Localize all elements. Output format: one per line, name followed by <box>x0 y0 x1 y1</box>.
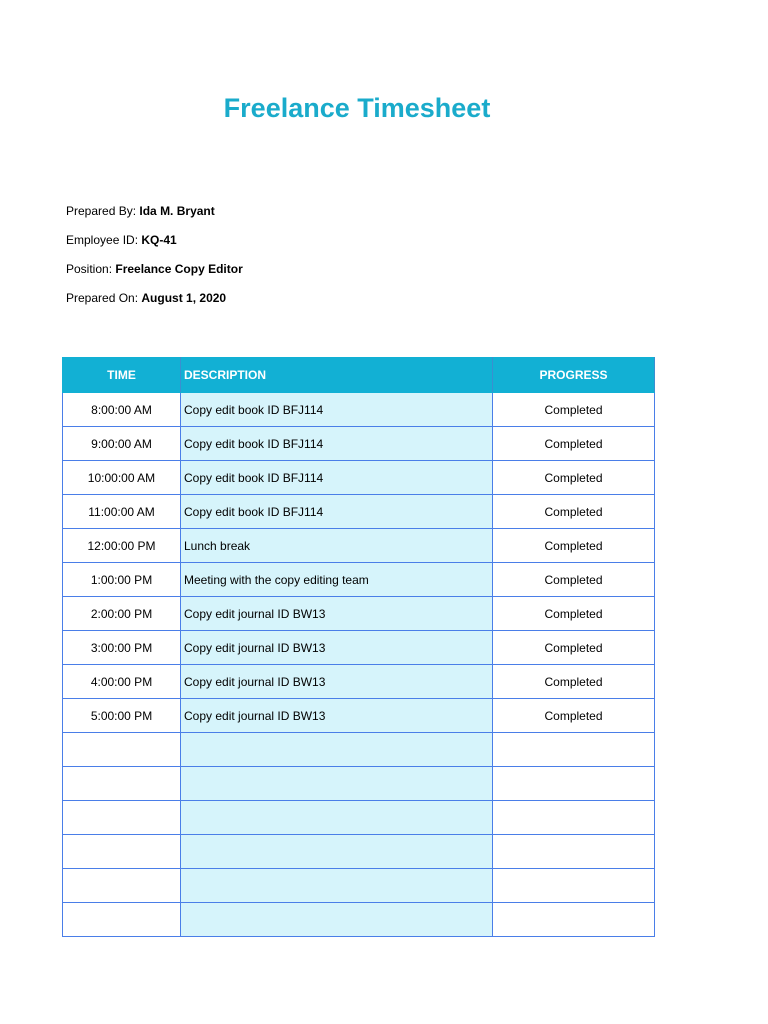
time-cell <box>63 801 181 835</box>
description-cell: Copy edit book ID BFJ114 <box>181 427 493 461</box>
description-cell <box>181 835 493 869</box>
time-cell: 9:00:00 AM <box>63 427 181 461</box>
progress-cell: Completed <box>493 699 655 733</box>
time-cell: 1:00:00 PM <box>63 563 181 597</box>
description-cell: Copy edit journal ID BW13 <box>181 699 493 733</box>
description-cell: Copy edit book ID BFJ114 <box>181 495 493 529</box>
description-cell: Copy edit journal ID BW13 <box>181 665 493 699</box>
time-cell <box>63 903 181 937</box>
timesheet-info <box>66 197 243 313</box>
table-row <box>63 631 655 665</box>
description-cell: Lunch break <box>181 529 493 563</box>
time-cell <box>63 869 181 903</box>
time-cell: 3:00:00 PM <box>63 631 181 665</box>
progress-cell: Completed <box>493 631 655 665</box>
time-cell: 12:00:00 PM <box>63 529 181 563</box>
table-row <box>63 903 655 937</box>
prepared-by-row <box>66 197 243 226</box>
table-row <box>63 529 655 563</box>
prepared-by-label: Prepared By: <box>66 204 137 218</box>
time-cell: 8:00:00 AM <box>63 393 181 427</box>
table-body <box>63 393 655 937</box>
time-cell: 2:00:00 PM <box>63 597 181 631</box>
description-cell: Copy edit journal ID BW13 <box>181 631 493 665</box>
progress-cell <box>493 869 655 903</box>
prepared-by-value: Ida M. Bryant <box>139 204 215 218</box>
progress-cell <box>493 801 655 835</box>
progress-cell: Completed <box>493 427 655 461</box>
progress-cell: Completed <box>493 393 655 427</box>
progress-cell: Completed <box>493 461 655 495</box>
table-row <box>63 563 655 597</box>
time-cell: 11:00:00 AM <box>63 495 181 529</box>
description-cell: Copy edit journal ID BW13 <box>181 597 493 631</box>
table-row <box>63 767 655 801</box>
description-cell: Copy edit book ID BFJ114 <box>181 393 493 427</box>
progress-cell <box>493 835 655 869</box>
timesheet-table <box>62 357 655 937</box>
table-row <box>63 665 655 699</box>
table-row <box>63 869 655 903</box>
table-row <box>63 495 655 529</box>
table-row <box>63 733 655 767</box>
employee-id-row <box>66 226 243 255</box>
time-cell: 5:00:00 PM <box>63 699 181 733</box>
progress-cell <box>493 767 655 801</box>
progress-cell: Completed <box>493 495 655 529</box>
table-row <box>63 699 655 733</box>
time-cell <box>63 767 181 801</box>
prepared-on-row <box>66 284 243 313</box>
description-cell: Meeting with the copy editing team <box>181 563 493 597</box>
description-cell <box>181 869 493 903</box>
column-header-description: DESCRIPTION <box>181 358 493 393</box>
time-cell: 10:00:00 AM <box>63 461 181 495</box>
table-row <box>63 801 655 835</box>
description-cell <box>181 767 493 801</box>
description-cell <box>181 903 493 937</box>
table-header-row <box>63 358 655 393</box>
table-row <box>63 597 655 631</box>
employee-id-label: Employee ID: <box>66 233 139 247</box>
description-cell <box>181 801 493 835</box>
progress-cell: Completed <box>493 529 655 563</box>
progress-cell <box>493 903 655 937</box>
column-header-progress: PROGRESS <box>493 358 655 393</box>
table-row <box>63 461 655 495</box>
description-cell: Copy edit book ID BFJ114 <box>181 461 493 495</box>
position-row <box>66 255 243 284</box>
document-title: Freelance Timesheet <box>223 93 491 123</box>
position-value: Freelance Copy Editor <box>115 262 243 276</box>
employee-id-value: KQ-41 <box>141 233 177 247</box>
time-cell: 4:00:00 PM <box>63 665 181 699</box>
description-cell <box>181 733 493 767</box>
progress-cell: Completed <box>493 597 655 631</box>
table-row <box>63 393 655 427</box>
table-row <box>63 835 655 869</box>
prepared-on-label: Prepared On: <box>66 291 139 305</box>
position-label: Position: <box>66 262 113 276</box>
progress-cell: Completed <box>493 665 655 699</box>
time-cell <box>63 835 181 869</box>
table-row <box>63 427 655 461</box>
time-cell <box>63 733 181 767</box>
column-header-time: TIME <box>63 358 181 393</box>
prepared-on-value: August 1, 2020 <box>141 291 227 305</box>
progress-cell: Completed <box>493 563 655 597</box>
progress-cell <box>493 733 655 767</box>
